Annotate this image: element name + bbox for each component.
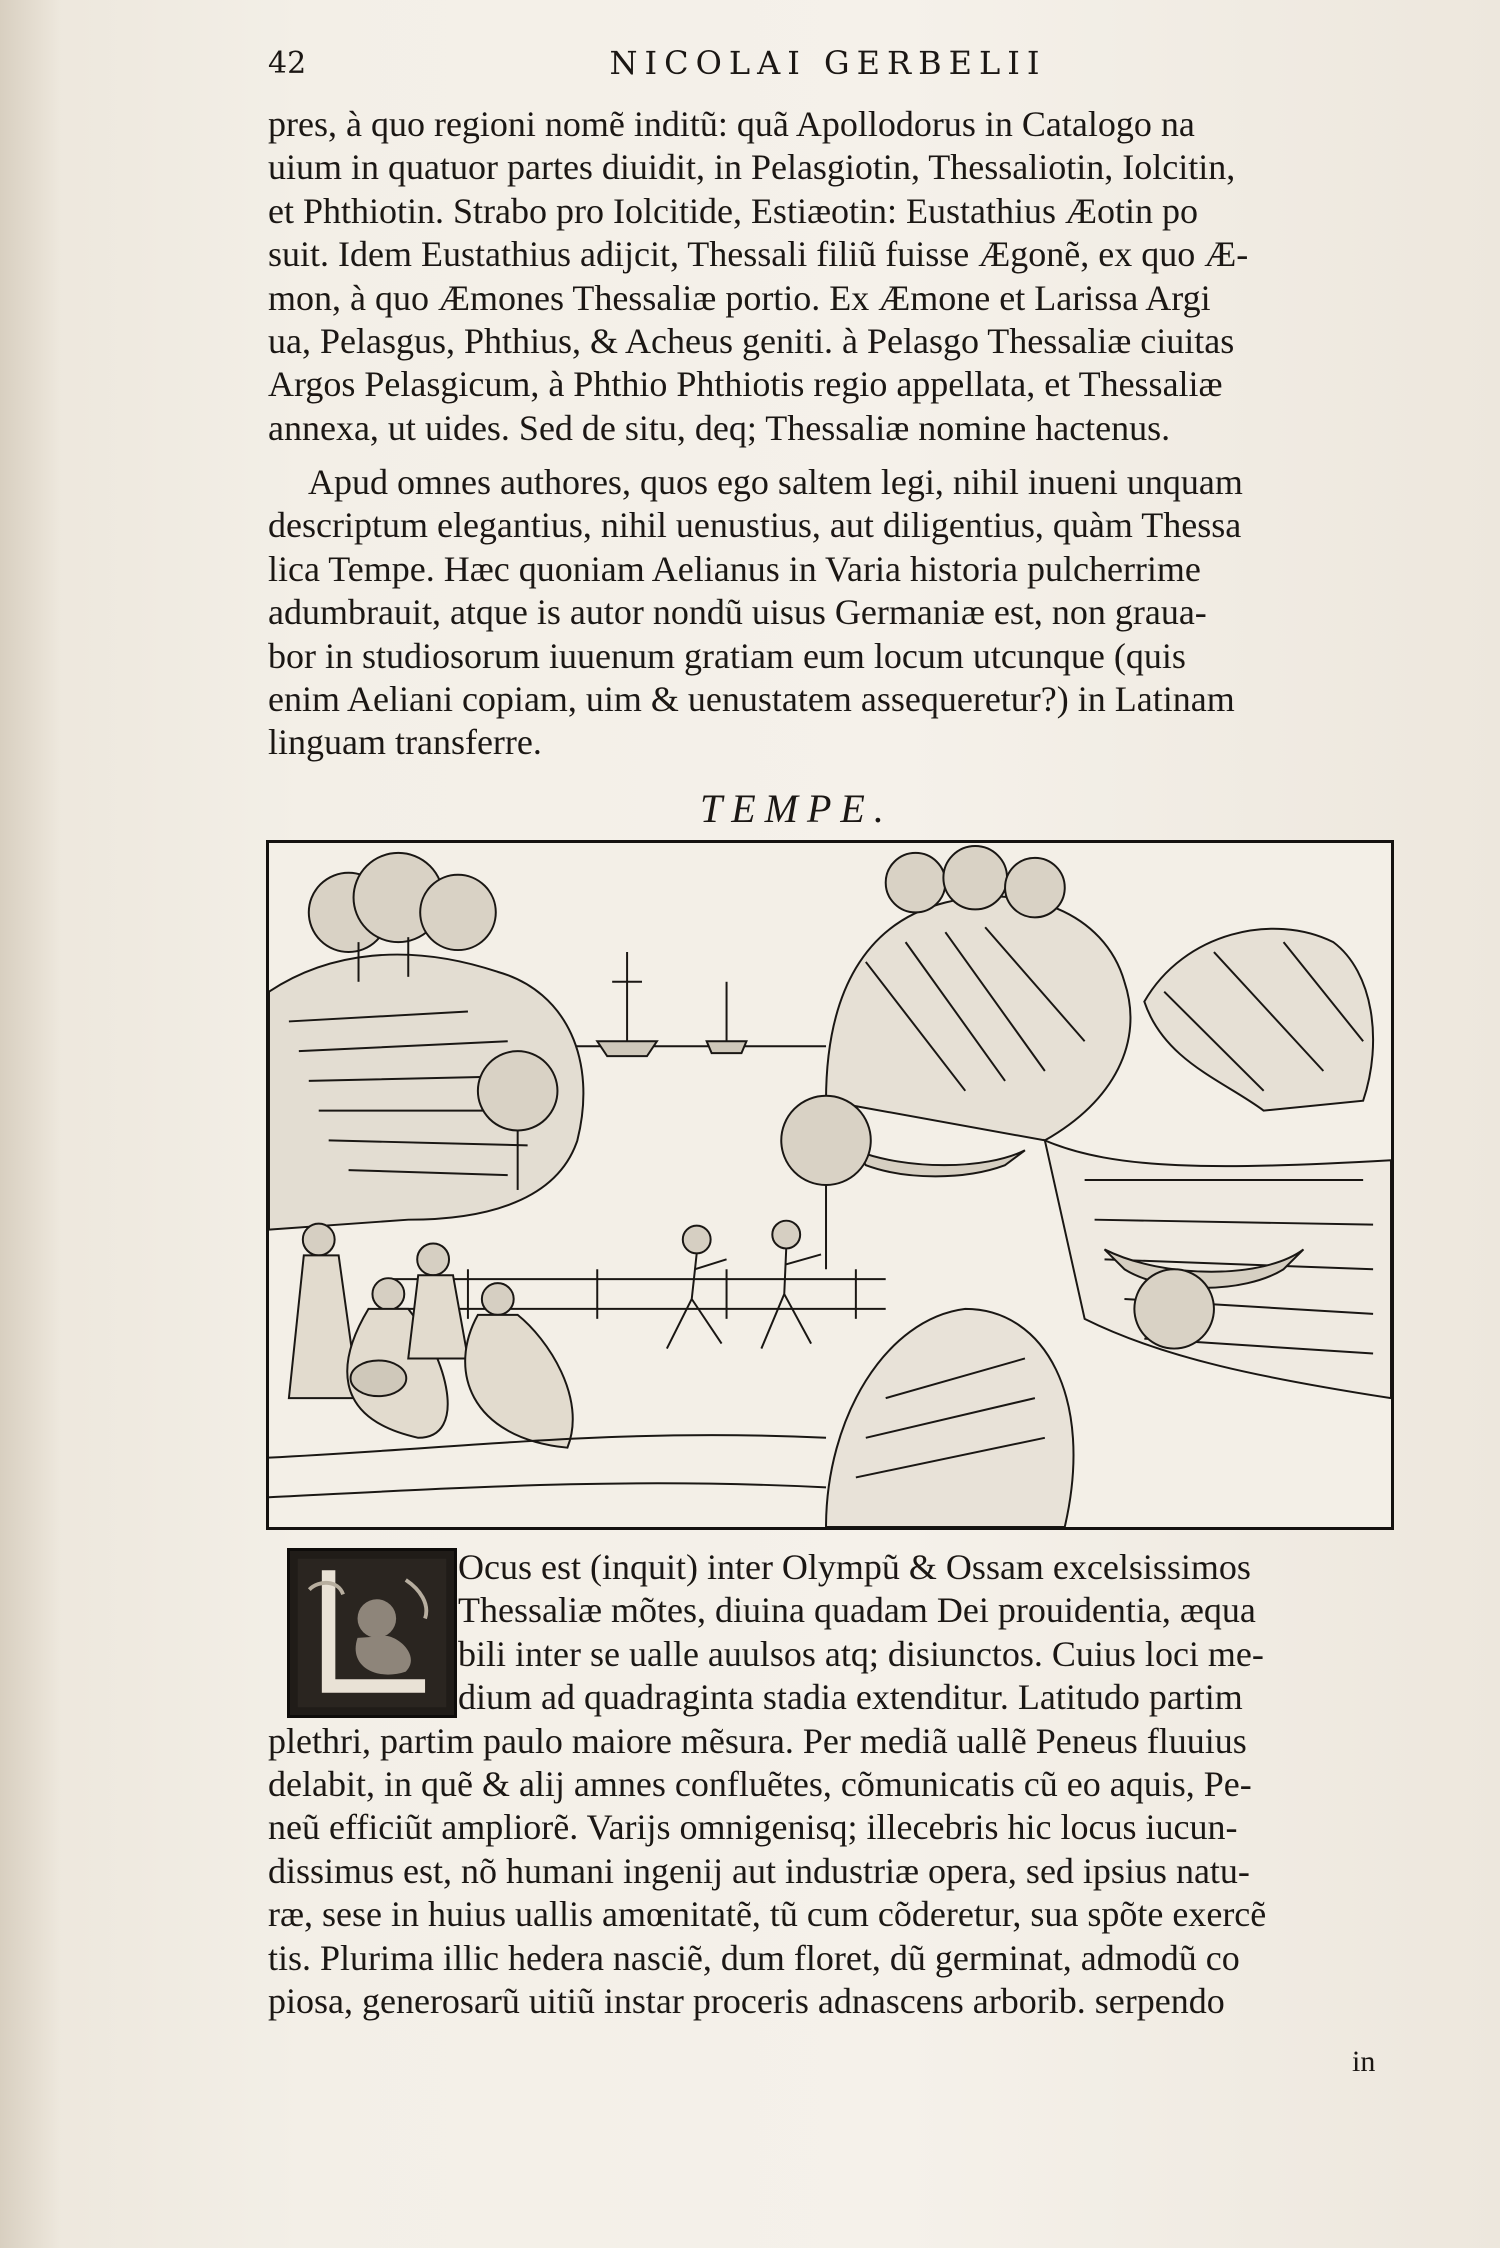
text-line: pres, à quo regioni nomẽ inditũ: quã Apollodorus in Catalogo na	[268, 104, 1195, 144]
page-gutter	[0, 0, 60, 2248]
text-line: ua, Pelasgus, Phthius, & Acheus geniti. à Pelasgo Thessaliæ ciuitas	[268, 320, 1235, 361]
text-line: dissimus est, nõ humani ingenij aut industriæ opera, sed ipsius natu-	[268, 1850, 1250, 1891]
text-line: suit. Idem Eustathius adijcit, Thessali filiũ fuisse Ægonẽ, ex quo Æ-	[268, 234, 1249, 275]
text-line: ræ, sese in huius uallis amœnitatẽ, tũ cum cõderetur, sua spõte exercẽ	[268, 1894, 1267, 1935]
text-line: descriptum elegantius, nihil uenustius, aut diligentius, quàm Thessa	[268, 505, 1242, 546]
text-line: dium ad quadraginta stadia extenditur. Latitudo partim	[458, 1677, 1243, 1718]
paragraph-1	[268, 103, 1390, 450]
text-line: delabit, in quẽ & alij amnes confluẽtes, cõmunicatis cũ eo aquis, Pe-	[268, 1763, 1252, 1804]
paragraph-2	[268, 461, 1390, 765]
paragraph-3	[268, 1546, 1390, 2023]
woodcut-landscape-icon	[269, 843, 1391, 1527]
catchword: in	[1352, 2045, 1376, 2078]
text-line: adumbrauit, atque is autor nondũ uisus Germaniæ est, non graua-	[268, 592, 1207, 633]
text-line: lica Tempe. Hæc quoniam Aelianus in Varia historia pulcherrime	[268, 548, 1201, 589]
text-line: Apud omnes authores, quos ego saltem legi, nihil inueni unquam	[308, 462, 1243, 502]
text-line: bor in studiosorum iuuenum gratiam eum locum utcunque (quis	[268, 635, 1186, 676]
text-line: et Phthiotin. Strabo pro Iolcitide, Estiæotin: Eustathius Æotin po	[268, 190, 1198, 231]
text-line: Ocus est (inquit) inter Olympũ & Ossam excelsissimos	[458, 1547, 1251, 1587]
text-line: plethri, partim paulo maiore mẽsura. Per mediã uallẽ Peneus fluuius	[268, 1720, 1247, 1761]
text-line: piosa, generosarũ uitiũ instar proceris adnascens arborib. serpendo	[268, 1980, 1225, 2021]
text-line: mon, à quo Æmones Thessaliæ portio. Ex Æmone et Larissa Argi	[268, 277, 1211, 318]
text-line: tis. Plurima illic hedera nasciẽ, dum floret, dũ germinat, admodũ co	[268, 1937, 1240, 1978]
text-line: neũ efficiũt ampliorẽ. Varijs omnigenisq; illecebris hic locus iucun-	[268, 1807, 1238, 1848]
text-line: uium in quatuor partes diuidit, in Pelasgiotin, Thessaliotin, Iolcitin,	[268, 147, 1236, 188]
section-title: TEMPE.	[700, 786, 893, 831]
text-line: enim Aeliani copiam, uim & uenustatem assequeretur?) in Latinam	[268, 678, 1235, 719]
page-number: 42	[268, 46, 307, 81]
text-line: annexa, ut uides. Sed de situ, deq; Thessaliæ nomine hactenus.	[268, 407, 1171, 448]
text-line: Thessaliæ mõtes, diuina quadam Dei prouidentia, æqua	[458, 1590, 1256, 1631]
text-line: bili inter se ualle auulsos atq; disiunctos. Cuius loci me-	[458, 1633, 1264, 1674]
text-line: Argos Pelasgicum, à Phthio Phthiotis regio appellata, et Thessaliæ	[268, 364, 1223, 405]
running-title: NICOLAI GERBELII	[609, 44, 1047, 82]
tempe-woodcut-illustration	[266, 840, 1394, 1530]
running-header	[268, 42, 1388, 92]
text-line: linguam transferre.	[268, 722, 542, 763]
